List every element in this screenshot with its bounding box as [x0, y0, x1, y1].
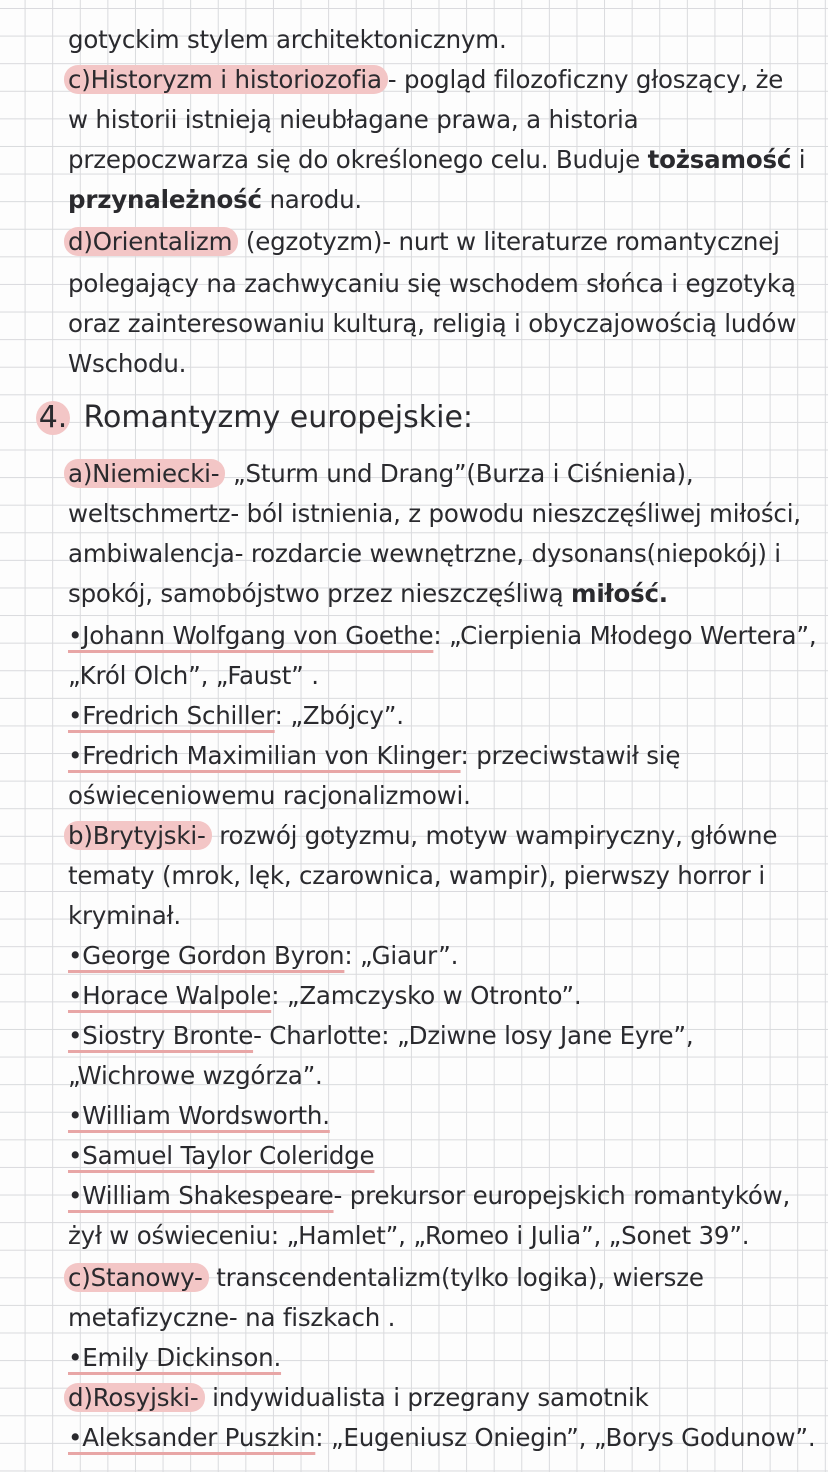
highlighted-term: c)Stanowy-: [64, 1263, 209, 1292]
text: (egzotyzm)- nurt w literaturze romantycznej: [238, 227, 780, 256]
text-line: [68, 1140, 374, 1172]
text-line: [68, 104, 638, 136]
text-line: [68, 1422, 815, 1454]
bold-text: przynależność: [68, 185, 262, 214]
highlighted-term: c)Historyzm i historiozofia: [64, 65, 388, 94]
text-line: [68, 1382, 649, 1414]
text: spokój, samobójstwo przez nieszczęśliwą: [68, 579, 572, 608]
text-line: [68, 578, 668, 610]
author-name: •Emily Dickinson.: [68, 1343, 282, 1372]
text: : „Giaur”.: [344, 941, 459, 970]
text-line: [68, 660, 319, 692]
text-line: [68, 700, 404, 732]
text: tematy (mrok, lęk, czarownica, wampir), pierwszy horror i: [68, 861, 765, 890]
text-line: [68, 348, 186, 380]
text-line: [68, 1100, 330, 1132]
text-line: [68, 1060, 323, 1092]
section-number: 4.: [36, 401, 70, 435]
text-line: [68, 900, 181, 932]
author-name: •Johann Wolfgang von Goethe: [68, 621, 434, 650]
author-name: •Samuel Taylor Coleridge: [68, 1141, 375, 1170]
text-line: [68, 24, 507, 56]
author-name: •Aleksander Puszkin: [68, 1423, 316, 1452]
text: przepoczwarza się do określonego celu. Buduje: [68, 145, 648, 174]
text: : „Zamczysko w Otronto”.: [271, 981, 582, 1010]
text-line: [68, 1180, 790, 1212]
text-line: [68, 1342, 281, 1374]
author-name: •William Wordsworth.: [68, 1101, 330, 1130]
bold-text: tożsamość: [647, 145, 792, 174]
text: kryminał.: [68, 901, 181, 930]
text: - pogląd filozoficzny głoszący, że: [387, 65, 784, 94]
highlighted-term: a)Niemiecki-: [64, 459, 225, 488]
author-name: •Horace Walpole: [68, 981, 272, 1010]
text-line: [68, 1262, 704, 1294]
text: żył w oświeceniu: „Hamlet”, „Romeo i Julia”, „Sonet 39”.: [68, 1221, 750, 1250]
text: metafizyczne- na fiszkach .: [68, 1303, 396, 1332]
author-name: •William Shakespeare: [68, 1181, 334, 1210]
text: : przeciwstawił się: [460, 741, 681, 770]
text: oraz zainteresowaniu kulturą, religią i obyczajowością ludów: [68, 309, 797, 338]
bold-text: miłość.: [571, 579, 668, 608]
text-line: [68, 620, 816, 652]
text-line: [68, 144, 805, 176]
text: „Sturm und Drang”(Burza i Ciśnienia),: [225, 459, 694, 488]
text: Wschodu.: [68, 349, 187, 378]
text: i: [791, 145, 806, 174]
author-name: •Siostry Bronte: [68, 1021, 254, 1050]
text-line: [68, 980, 581, 1012]
author-name: •George Gordon Byron: [68, 941, 345, 970]
text-line: [68, 498, 801, 530]
text-line: [68, 820, 777, 852]
text: gotyckim stylem architektonicznym.: [68, 25, 507, 54]
text-line: [68, 308, 796, 340]
text: : „Eugeniusz Oniegin”, „Borys Godunow”.: [315, 1423, 816, 1452]
text: ambiwalencja- rozdarcie wewnętrzne, dysonans(niepokój) i: [68, 539, 781, 568]
text-line: [68, 740, 680, 772]
text-line: [68, 184, 362, 216]
text-line: [68, 780, 471, 812]
text-line: [68, 226, 780, 258]
text: oświeceniowemu racjonalizmowi.: [68, 781, 471, 810]
text: - prekursor europejskich romantyków,: [333, 1181, 791, 1210]
text: : „Cierpienia Młodego Wertera”,: [433, 621, 817, 650]
text: weltschmertz- ból istnienia, z powodu nieszczęśliwej miłości,: [68, 499, 801, 528]
text: transcendentalizm(tylko logika), wiersze: [208, 1263, 704, 1292]
text: „Król Olch”, „Faust” .: [68, 661, 319, 690]
section-heading: [36, 398, 473, 438]
text: - Charlotte: „Dziwne losy Jane Eyre”,: [253, 1021, 694, 1050]
text-line: [68, 1220, 749, 1252]
text-line: [68, 538, 781, 570]
text-line: [68, 860, 765, 892]
text-line: [68, 458, 693, 490]
text: narodu.: [261, 185, 363, 214]
text: polegający na zachwycaniu się wschodem słońca i egzotyką: [68, 269, 796, 298]
highlighted-term: d)Rosyjski-: [64, 1383, 205, 1412]
author-name: •Fredrich Schiller: [68, 701, 275, 730]
author-name: •Fredrich Maximilian von Klinger: [68, 741, 461, 770]
highlighted-term: d)Orientalizm: [64, 227, 238, 256]
text-line: [68, 1020, 693, 1052]
highlighted-term: b)Brytyjski-: [64, 821, 212, 850]
text: „Wichrowe wzgórza”.: [68, 1061, 323, 1090]
text: w historii istnieją nieubłagane prawa, a historia: [68, 105, 639, 134]
section-title: Romantyzmy europejskie:: [74, 400, 474, 435]
text-line: [68, 64, 783, 96]
text: indywidualista i przegrany samotnik: [204, 1383, 649, 1412]
text-line: [68, 1302, 395, 1334]
text-line: [68, 268, 796, 300]
text-line: [68, 940, 458, 972]
text: : „Zbójcy”.: [274, 701, 404, 730]
text: rozwój gotyzmu, motyw wampiryczny, główne: [211, 821, 778, 850]
